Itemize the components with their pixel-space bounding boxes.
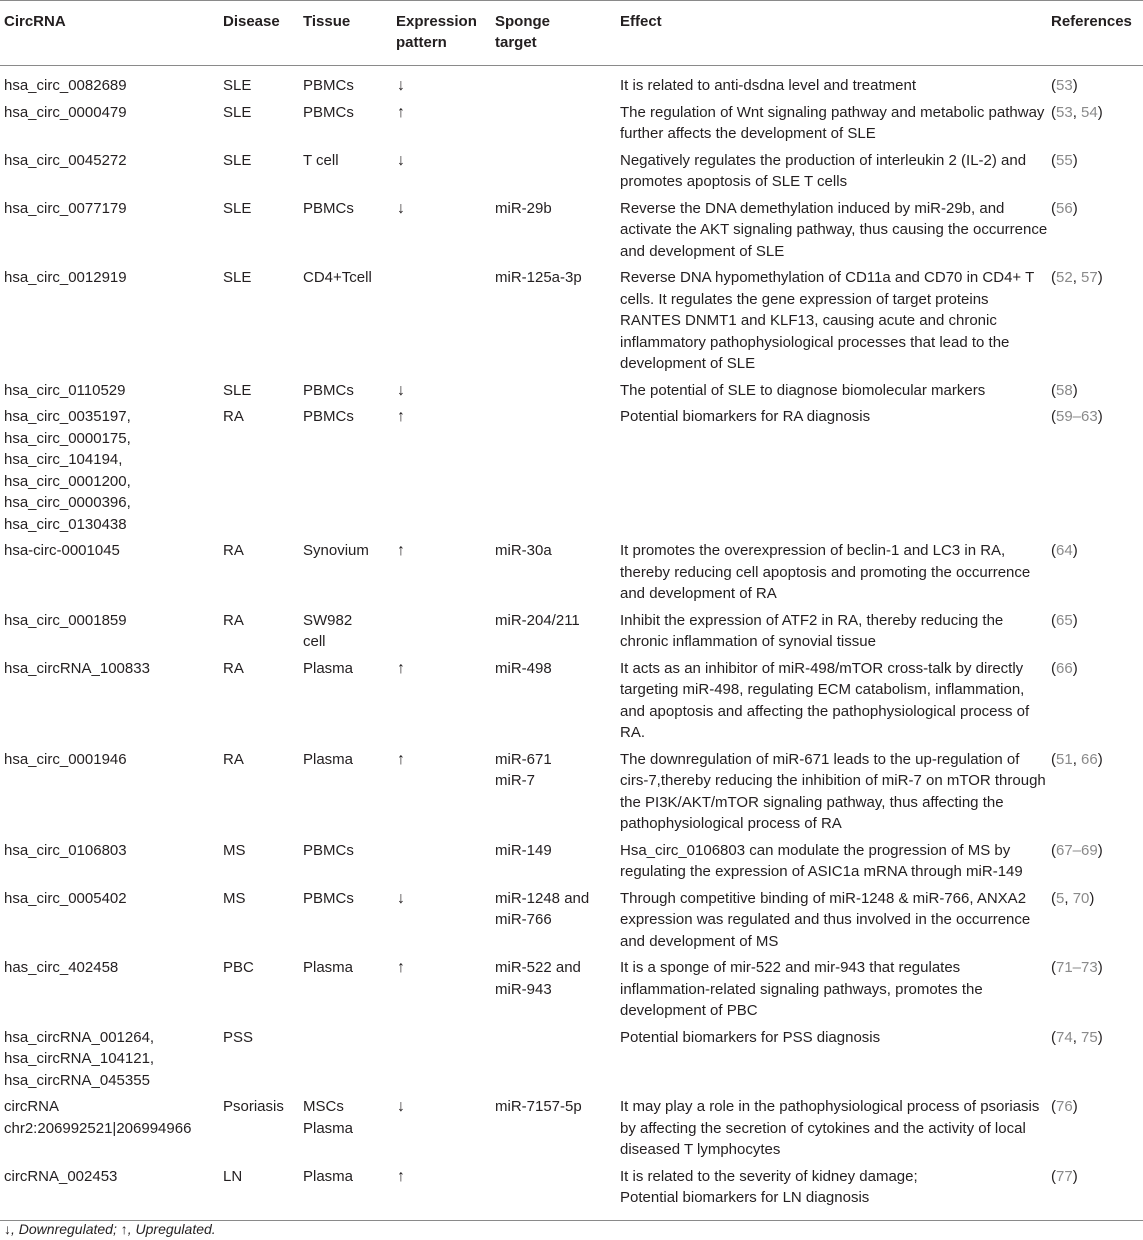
reference-link[interactable]: 53 <box>1056 103 1073 121</box>
reference-link[interactable]: 59–63 <box>1056 408 1098 425</box>
references-cell: (71–73) <box>1051 959 1103 976</box>
circrna-cell-line: hsa_circ_0077179 <box>4 199 127 217</box>
arrow-up-icon: ↑ <box>397 959 405 976</box>
expression-cell <box>396 658 495 749</box>
references-cell: (74, 75) <box>1051 1028 1103 1046</box>
sponge-target-cell-line: miR-522 and <box>495 959 581 976</box>
circrna-cell <box>0 1166 223 1221</box>
arrow-up-icon: ↑ <box>397 1167 405 1185</box>
effect-cell <box>620 1027 1051 1097</box>
arrow-up-icon: ↑ <box>397 408 405 425</box>
circrna-cell <box>0 540 223 610</box>
tissue-cell-line: Plasma <box>303 959 354 976</box>
table-row <box>0 406 1143 540</box>
reference-link[interactable]: 65 <box>1056 611 1073 629</box>
sponge-target-cell <box>495 610 620 658</box>
table-row <box>0 198 1143 268</box>
tissue-cell-line: PBMCs <box>303 889 354 907</box>
arrow-up-icon: ↑ <box>397 750 405 768</box>
tissue-cell-line: PBMCs <box>303 77 354 94</box>
effect-cell <box>620 66 1051 102</box>
sponge-target-cell <box>495 957 620 1027</box>
table-row <box>0 1027 1143 1097</box>
effect-cell <box>620 610 1051 658</box>
arrow-down-icon: ↓ <box>397 199 405 217</box>
circrna-cell-line: circRNA <box>4 1098 59 1115</box>
reference-link[interactable]: 57 <box>1081 269 1098 286</box>
disease-cell: RA <box>223 659 244 677</box>
circrna-cell-line: hsa_circ_0001859 <box>4 611 127 629</box>
disease-cell: RA <box>223 542 244 559</box>
circrna-cell-line: circRNA_002453 <box>4 1167 118 1185</box>
arrow-down-icon: ↓ <box>397 77 405 94</box>
circrna-cell-line: hsa_circ_0000175, <box>4 429 131 447</box>
tissue-cell-line: Plasma <box>303 750 354 768</box>
reference-link[interactable]: 70 <box>1072 889 1090 907</box>
effect-cell-line: It is related to anti-dsdna level and treatment <box>620 77 917 94</box>
circrna-cell-line: has_circ_402458 <box>4 959 119 976</box>
disease-cell: LN <box>223 1166 303 1221</box>
effect-cell-line: Negatively regulates the production of interleukin 2 (IL-2) and promotes apoptosis of SLE T cells <box>620 151 1027 190</box>
reference-link[interactable]: 56 <box>1056 199 1073 217</box>
references-cell: (76) <box>1051 1098 1078 1115</box>
circrna-cell-line: hsa_circ_0000396, <box>4 494 131 511</box>
reference-link[interactable]: 64 <box>1056 542 1073 559</box>
arrow-up-icon: ↑ <box>397 659 405 677</box>
disease-cell: SLE <box>223 77 252 94</box>
circrna-cell-line: hsa_circ_0106803 <box>4 841 127 859</box>
disease-cell: SLE <box>223 269 252 286</box>
references-cell: (59–63) <box>1051 408 1103 425</box>
tissue-cell-line: Plasma <box>303 1167 354 1185</box>
effect-cell <box>620 540 1051 610</box>
arrow-down-icon: ↓ <box>397 889 405 907</box>
table-row <box>0 610 1143 658</box>
effect-cell <box>620 198 1051 268</box>
effect-cell-line: Reverse DNA hypomethylation of CD11a and CD70 in CD4+ T cells. It regulates the gene expression of target proteins RANTES DNMT1 and KLF13, causing acute and chronic inflammatory pathophysiological processes that lead to the development of SLE <box>620 269 1034 372</box>
sponge-target-cell <box>495 540 620 610</box>
circrna-cell-line: hsa_circ_0045272 <box>4 151 127 169</box>
reference-link[interactable]: 54 <box>1081 103 1098 121</box>
tissue-cell-line: MSCs <box>303 1098 344 1115</box>
sponge-target-cell <box>495 1096 620 1166</box>
disease-cell: MS <box>223 841 246 859</box>
expression-cell <box>396 66 495 102</box>
circrna-cell <box>0 380 223 407</box>
circrna-cell-line: hsa_circRNA_104121, <box>4 1050 155 1067</box>
expression-cell <box>396 1027 495 1097</box>
reference-link[interactable]: 53 <box>1056 77 1073 94</box>
sponge-target-cell <box>495 380 620 407</box>
arrow-up-icon: ↑ <box>397 103 405 121</box>
reference-link[interactable]: 77 <box>1056 1167 1073 1185</box>
table-footnote: ↓, Downregulated; ↑, Upregulated. <box>4 1221 216 1237</box>
expression-cell <box>396 888 495 958</box>
header-sponge-line2: target <box>495 34 537 51</box>
tissue-cell <box>303 198 396 268</box>
expression-cell <box>396 749 495 840</box>
references-cell: (65) <box>1051 611 1078 629</box>
effect-cell-line: It is related to the severity of kidney damage; <box>620 1167 918 1185</box>
circrna-cell-line: hsa-circ-0001045 <box>4 542 120 559</box>
arrow-down-icon: ↓ <box>397 151 405 169</box>
circrna-cell-line: hsa_circ_0035197, <box>4 408 131 425</box>
expression-cell <box>396 1096 495 1166</box>
disease-cell: PSS <box>223 1028 254 1046</box>
circrna-cell-line: hsa_circ_0110529 <box>4 381 126 399</box>
header-expression-line2: pattern <box>396 34 447 51</box>
sponge-target-cell-line: miR-7 <box>495 772 535 789</box>
header-references: References <box>1051 1 1143 66</box>
effect-cell-line: Potential biomarkers for RA diagnosis <box>620 408 871 425</box>
table-row <box>0 380 1143 407</box>
reference-link[interactable]: 66 <box>1081 750 1098 768</box>
circrna-cell <box>0 957 223 1027</box>
disease-cell: SLE <box>223 199 252 217</box>
reference-link[interactable]: 67–69 <box>1056 841 1098 859</box>
disease-cell: RA <box>223 408 244 425</box>
effect-cell <box>620 380 1051 407</box>
reference-link[interactable]: 51 <box>1056 750 1073 768</box>
circrna-cell <box>0 840 223 888</box>
disease-cell: RA <box>223 750 244 768</box>
effect-cell <box>620 957 1051 1027</box>
table-row <box>0 888 1143 958</box>
circrna-cell-line: hsa_circ_0001200, <box>4 472 131 490</box>
reference-link[interactable]: 76 <box>1056 1098 1073 1115</box>
circrna-cell-line: hsa_circ_0082689 <box>4 77 127 94</box>
reference-link[interactable]: 74 <box>1056 1028 1073 1046</box>
table-row <box>0 102 1143 150</box>
circrna-cell <box>0 1027 223 1097</box>
circrna-cell <box>0 888 223 958</box>
reference-link[interactable]: 71–73 <box>1056 959 1098 976</box>
expression-cell <box>396 610 495 658</box>
tissue-cell <box>303 267 396 380</box>
reference-link[interactable]: 52 <box>1056 269 1073 286</box>
sponge-target-cell-line: miR-30a <box>495 542 552 559</box>
header-row <box>0 1 1143 66</box>
references-cell: (58) <box>1051 381 1078 399</box>
tissue-cell-line: PBMCs <box>303 408 354 425</box>
header-disease: Disease <box>223 1 303 66</box>
table-row <box>0 658 1143 749</box>
effect-cell-line: Hsa_circ_0106803 can modulate the progression of MS by regulating the expression of ASIC1a mRNA through miR-149 <box>620 841 1023 880</box>
expression-cell <box>396 957 495 1027</box>
effect-cell-line: The regulation of Wnt signaling pathway and metabolic pathway further affects the development of SLE <box>620 103 1045 142</box>
references-cell: (67–69) <box>1051 841 1103 859</box>
sponge-target-cell <box>495 1027 620 1097</box>
table-header <box>0 1 1143 66</box>
disease-cell: SLE <box>223 381 252 399</box>
reference-link[interactable]: 5 <box>1056 889 1065 907</box>
sponge-target-cell-line: miR-204/211 <box>495 611 580 629</box>
header-sponge-line1: Sponge <box>495 13 550 30</box>
effect-cell-line: It is a sponge of mir-522 and mir-943 that regulates inflammation-related signaling pathways, promotes the development of PBC <box>620 959 983 1019</box>
sponge-target-cell-line: miR-7157-5p <box>495 1098 582 1115</box>
disease-cell: PBC <box>223 959 254 976</box>
header-circrna: CircRNA <box>0 1 223 66</box>
arrow-up-icon: ↑ <box>397 542 405 559</box>
disease-cell: Psoriasis <box>223 1098 284 1115</box>
references-cell: (56) <box>1051 199 1078 217</box>
tissue-cell <box>303 658 396 749</box>
tissue-cell-line: PBMCs <box>303 841 354 859</box>
effect-cell-line: Inhibit the expression of ATF2 in RA, thereby reducing the chronic inflammation of synovial tissue <box>620 611 1004 650</box>
sponge-target-cell-line: miR-125a-3p <box>495 269 582 286</box>
sponge-target-cell-line: miR-149 <box>495 841 552 859</box>
tissue-cell <box>303 66 396 102</box>
expression-cell <box>396 406 495 540</box>
header-tissue: Tissue <box>303 1 396 66</box>
table-row <box>0 267 1143 380</box>
references-cell: (53, 54) <box>1051 103 1103 121</box>
circrna-cell <box>0 267 223 380</box>
arrow-down-icon: ↓ <box>397 1098 405 1115</box>
reference-link[interactable]: 55 <box>1056 151 1073 169</box>
references-cell: (55) <box>1051 151 1078 169</box>
expression-cell <box>396 150 495 198</box>
circrna-cell-line: hsa_circ_0012919 <box>4 269 127 286</box>
effect-cell-line: The potential of SLE to diagnose biomolecular markers <box>620 381 986 399</box>
references-cell: (51, 66) <box>1051 750 1103 768</box>
sponge-target-cell <box>495 406 620 540</box>
table-body <box>0 66 1143 1221</box>
header-expression-line1: Expression <box>396 13 477 30</box>
tissue-cell <box>303 610 396 658</box>
sponge-target-cell <box>495 267 620 380</box>
sponge-target-cell <box>495 749 620 840</box>
effect-cell <box>620 406 1051 540</box>
tissue-cell <box>303 749 396 840</box>
sponge-target-cell <box>495 102 620 150</box>
circrna-cell-line: hsa_circRNA_001264, <box>4 1028 155 1046</box>
sponge-target-cell-line: miR-766 <box>495 911 552 928</box>
sponge-target-cell <box>495 66 620 102</box>
tissue-cell-line: Plasma <box>303 659 354 677</box>
table-row <box>0 540 1143 610</box>
circrna-cell-line: hsa_circ_104194, <box>4 451 123 468</box>
sponge-target-cell <box>495 840 620 888</box>
tissue-cell <box>303 1166 396 1221</box>
expression-cell <box>396 267 495 380</box>
circrna-cell-line: hsa_circRNA_100833 <box>4 659 150 677</box>
effect-cell-line: Potential biomarkers for PSS diagnosis <box>620 1028 881 1046</box>
tissue-cell-line: PBMCs <box>303 103 354 121</box>
effect-cell-line: Reverse the DNA demethylation induced by miR-29b, and activate the AKT signaling pathway, thus causing the occurrence and development of SLE <box>620 199 1048 260</box>
expression-cell <box>396 1166 495 1221</box>
circrna-cell <box>0 102 223 150</box>
effect-cell <box>620 749 1051 840</box>
references-cell: (5, 70) <box>1051 889 1095 907</box>
arrow-down-icon: ↓ <box>397 381 405 399</box>
references-cell: (52, 57) <box>1051 269 1103 286</box>
circrna-cell-line: hsa_circ_0005402 <box>4 889 127 907</box>
tissue-cell <box>303 840 396 888</box>
circrna-cell-line: hsa_circ_0130438 <box>4 515 127 533</box>
tissue-cell <box>303 888 396 958</box>
effect-cell-line: It acts as an inhibitor of miR-498/mTOR cross-talk by directly targeting miR-498, regulating ECM catabolism, inflammation, and apoptosis and affecting the pathophysiological process of RA. <box>620 659 1030 741</box>
tissue-cell-line: PBMCs <box>303 381 354 399</box>
header-sponge-target <box>495 1 620 66</box>
expression-cell <box>396 198 495 268</box>
expression-cell <box>396 102 495 150</box>
circrna-cell-line: hsa_circRNA_045355 <box>4 1071 150 1089</box>
reference-link[interactable]: 58 <box>1056 381 1073 399</box>
sponge-target-cell-line: miR-1248 and <box>495 889 590 907</box>
reference-link[interactable]: 66 <box>1056 659 1073 677</box>
circrna-cell <box>0 749 223 840</box>
circrna-cell <box>0 658 223 749</box>
circrna-cell <box>0 406 223 540</box>
tissue-cell-line: CD4+Tcell <box>303 269 372 286</box>
circrna-cell <box>0 610 223 658</box>
references-cell: (66) <box>1051 659 1078 677</box>
tissue-cell-line: T cell <box>303 151 339 169</box>
effect-cell <box>620 102 1051 150</box>
tissue-cell-line: SW982 <box>303 611 353 629</box>
table-row <box>0 66 1143 102</box>
table-row <box>0 1166 1143 1221</box>
tissue-cell <box>303 380 396 407</box>
disease-cell: RA <box>223 611 244 629</box>
sponge-target-cell <box>495 150 620 198</box>
tissue-cell <box>303 957 396 1027</box>
effect-cell-line: The downregulation of miR-671 leads to the up-regulation of cirs-7,thereby reducing the inhibition of miR-7 on mTOR through the PI3K/AKT/mTOR signaling pathway, thus affecting the pathophysiological process of RA <box>620 750 1046 832</box>
sponge-target-cell-line: miR-671 <box>495 750 552 768</box>
sponge-target-cell <box>495 658 620 749</box>
reference-link[interactable]: 75 <box>1081 1028 1098 1046</box>
circrna-cell-line: hsa_circ_0001946 <box>4 750 127 768</box>
table-row <box>0 150 1143 198</box>
tissue-cell <box>303 150 396 198</box>
disease-cell: SLE <box>223 151 252 169</box>
expression-cell <box>396 380 495 407</box>
tissue-cell-line: Plasma <box>303 1119 354 1137</box>
references-cell: (77) <box>1051 1166 1143 1221</box>
sponge-target-cell <box>495 1166 620 1221</box>
sponge-target-cell-line: miR-29b <box>495 199 552 217</box>
effect-cell-line: Potential biomarkers for LN diagnosis <box>620 1189 870 1206</box>
tissue-cell-line: Synovium <box>303 542 369 559</box>
effect-cell <box>620 658 1051 749</box>
effect-cell <box>620 150 1051 198</box>
effect-cell <box>620 267 1051 380</box>
tissue-cell <box>303 1027 396 1097</box>
tissue-cell <box>303 1096 396 1166</box>
table-row <box>0 749 1143 840</box>
table-row <box>0 840 1143 888</box>
sponge-target-cell <box>495 198 620 268</box>
circrna-cell-line: chr2:206992521|206994966 <box>4 1119 192 1137</box>
tissue-cell-line: cell <box>303 633 326 650</box>
tissue-cell <box>303 540 396 610</box>
sponge-target-cell-line: miR-943 <box>495 980 552 998</box>
expression-cell <box>396 840 495 888</box>
circrna-cell <box>0 198 223 268</box>
table-row <box>0 957 1143 1027</box>
references-cell: (53) <box>1051 77 1078 94</box>
effect-cell-line: It may play a role in the pathophysiological process of psoriasis by affecting the secretion of cytokines and the activity of local diseased T lymphocytes <box>620 1098 1040 1158</box>
header-effect: Effect <box>620 1 1051 66</box>
effect-cell <box>620 888 1051 958</box>
circrna-cell <box>0 1096 223 1166</box>
header-expression-pattern <box>396 1 495 66</box>
references-cell: (64) <box>1051 542 1078 559</box>
table-row <box>0 1096 1143 1166</box>
tissue-cell <box>303 102 396 150</box>
disease-cell: SLE <box>223 103 252 121</box>
disease-cell: MS <box>223 889 246 907</box>
tissue-cell-line: PBMCs <box>303 199 354 217</box>
effect-cell <box>620 1096 1051 1166</box>
expression-cell <box>396 540 495 610</box>
effect-cell-line: Through competitive binding of miR-1248 & miR-766, ANXA2 expression was regulated and thus involved in the occurrence and development of MS <box>620 889 1031 950</box>
effect-cell <box>620 1166 1051 1221</box>
tissue-cell <box>303 406 396 540</box>
circrna-cell <box>0 66 223 102</box>
sponge-target-cell-line: miR-498 <box>495 659 552 677</box>
circrna-cell-line: hsa_circ_0000479 <box>4 103 127 121</box>
effect-cell-line: It promotes the overexpression of beclin-1 and LC3 in RA, thereby reducing cell apoptosis and promoting the occurrence and development of RA <box>620 542 1031 602</box>
circrna-cell <box>0 150 223 198</box>
sponge-target-cell <box>495 888 620 958</box>
effect-cell <box>620 840 1051 888</box>
